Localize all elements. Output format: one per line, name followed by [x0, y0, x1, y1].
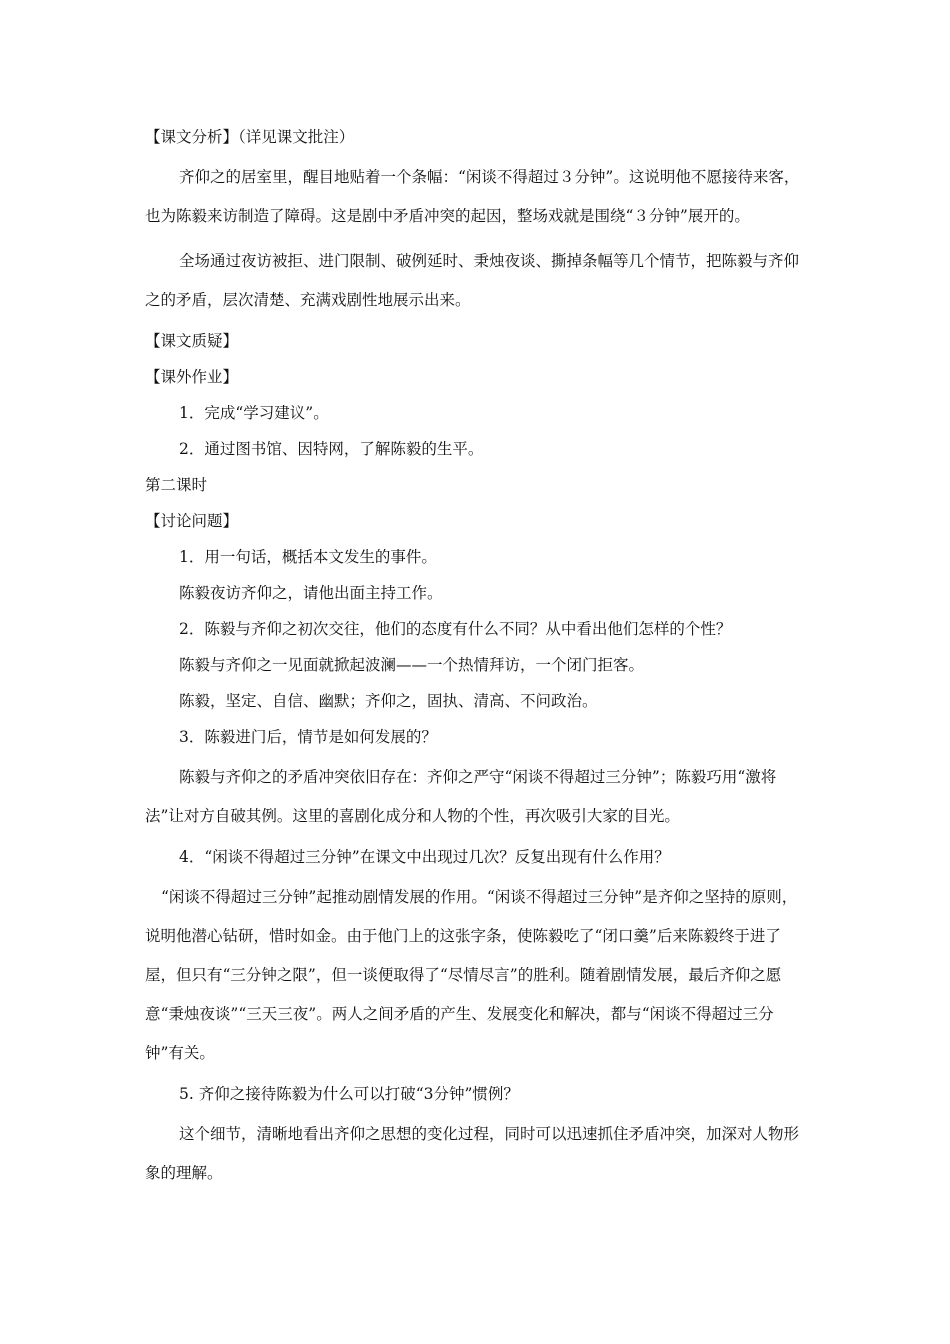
- answer-5: 这个细节，清晰地看出齐仰之思想的变化过程，同时可以迅速抓住矛盾冲突，加深对人物形象的理解。: [145, 1125, 800, 1182]
- document-content: [145, 122, 810, 1199]
- answer-2b: 陈毅，坚定、自信、幽默；齐仰之，固执、清高、不问政治。: [179, 692, 598, 710]
- question-4: 4．“闲谈不得超过三分钟”在课文中出现过几次？反复出现有什么作用？: [179, 848, 670, 866]
- answer-2a: 陈毅与齐仰之一见面就掀起波澜——一个热情拜访，一个闭门拒客。: [179, 656, 645, 674]
- answer-4: “闲谈不得超过三分钟”起推动剧情发展的作用。“闲谈不得超过三分钟”是齐仰之坚持的原则，说明他潜心钻研，惜时如金。由于他门上的这张字条，使陈毅吃了“闭口羹”后来陈毅终于进了屋，但只有“三分钟之限”，但一谈便取得了“尽情尽言”的胜利。随着剧情发展，最后齐仰之愿意“秉烛夜谈”“三天三夜”。两人之间矛盾的产生、发展变化和解决，都与“闲谈不得超过三分钟”有关。: [145, 888, 798, 1062]
- answer-3: 陈毅与齐仰之的矛盾冲突依旧存在：齐仰之严守“闲谈不得超过三分钟”；陈毅巧用“激将法”让对方自破其例。这里的喜剧化成分和人物的个性，再次吸引大家的目光。: [145, 768, 777, 825]
- question-3: 3．陈毅进门后，情节是如何发展的？: [179, 728, 437, 746]
- section-heading-discussion: 【讨论问题】: [145, 512, 239, 530]
- question-2: 2．陈毅与齐仰之初次交往，他们的态度有什么不同？从中看出他们怎样的个性？: [179, 620, 732, 638]
- paragraph-analysis-2: 全场通过夜访被拒、进门限制、破例延时、秉烛夜谈、撕掉条幅等几个情节，把陈毅与齐仰之的矛盾，层次清楚、充满戏剧性地展示出来。: [145, 252, 800, 309]
- question-5: 5. 齐仰之接待陈毅为什么可以打破“3分钟”惯例？: [179, 1085, 519, 1103]
- question-1: 1．用一句话，概括本文发生的事件。: [179, 548, 437, 566]
- homework-item-2: 2．通过图书馆、因特网，了解陈毅的生平。: [179, 440, 484, 458]
- answer-1: 陈毅夜访齐仰之，请他出面主持工作。: [179, 584, 443, 602]
- second-lesson-title: 第二课时: [145, 476, 208, 494]
- paragraph-analysis-1: 齐仰之的居室里，醒目地贴着一个条幅：“闲谈不得超过３分钟”。这说明他不愿接待来客，也为陈毅来访制造了障碍。这是剧中矛盾冲突的起因，整场戏就是围绕“３分钟”展开的。: [145, 168, 800, 225]
- section-heading-homework: 【课外作业】: [145, 368, 239, 386]
- homework-item-1: 1．完成“学习建议”。: [179, 404, 329, 422]
- section-heading-questions: 【课文质疑】: [145, 332, 239, 350]
- section-heading-text-analysis: 【课文分析】（详见课文批注）: [145, 128, 355, 146]
